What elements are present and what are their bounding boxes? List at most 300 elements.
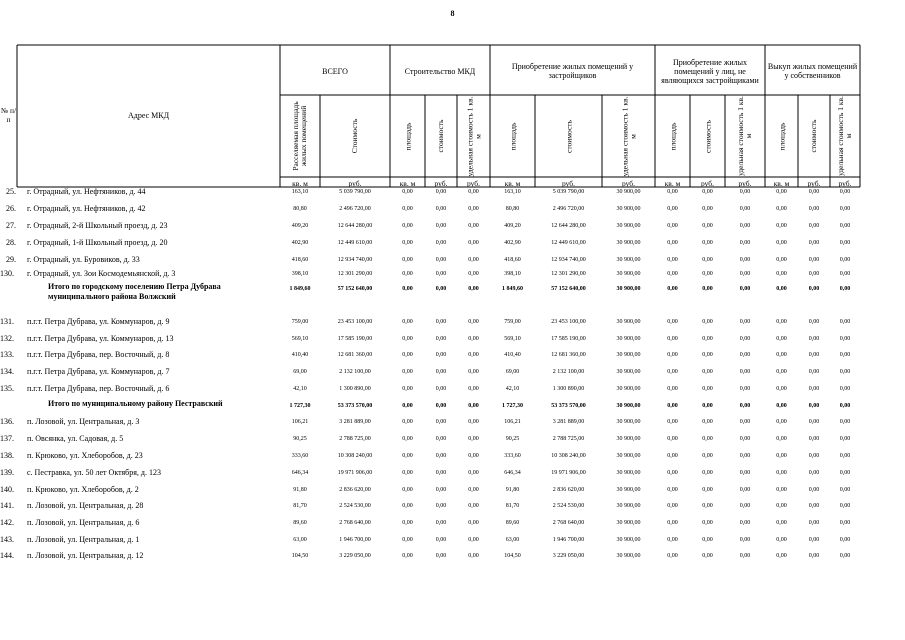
table-cell: 0,00 [468, 336, 479, 342]
table-cell: 0,00 [702, 419, 713, 425]
table-cell: 12 681 360,00 [551, 352, 586, 358]
table-cell: 0,00 [468, 453, 479, 459]
table-cell: 2 788 725,00 [339, 436, 371, 442]
table-cell: 2 836 620,00 [339, 487, 371, 493]
table-cell: 0,00 [667, 537, 678, 543]
table-cell: 0,00 [435, 419, 447, 425]
table-cell: 0,00 [839, 319, 851, 325]
row-address: п.г.т. Петра Дубрава, ул. Коммунаров, д. 9 [27, 317, 170, 326]
table-cell: 0,00 [808, 240, 820, 246]
table-cell: 0,00 [839, 189, 851, 195]
table-cell: 0,00 [808, 436, 820, 442]
row-number: 139. [0, 468, 14, 477]
table-cell: 2 524 530,00 [339, 503, 371, 509]
table-cell: 0,00 [839, 369, 851, 375]
table-cell: 0,00 [435, 240, 447, 246]
table-cell: 0,00 [667, 520, 678, 526]
table-cell: 0,00 [702, 386, 713, 392]
table-cell: 0,00 [667, 206, 678, 212]
table-cell: 333,60 [291, 453, 309, 459]
table-cell: 410,40 [504, 352, 521, 358]
table-cell: 0,00 [702, 336, 713, 342]
table-cell: 0,00 [667, 470, 678, 476]
header-subcolumn: стоимость [436, 119, 445, 153]
header-subcolumn: удельная стоимость 1 кв. м [836, 96, 853, 176]
table-cell: 0,00 [702, 286, 713, 292]
table-cell: 0,00 [667, 189, 678, 195]
row-number: 138. [0, 451, 14, 460]
table-cell: 0,00 [839, 419, 851, 425]
table-cell: 0,00 [468, 189, 479, 195]
table-cell: 0,00 [402, 537, 413, 543]
table-cell: 0,00 [776, 369, 787, 375]
table-cell: 569,10 [504, 336, 521, 342]
table-cell: 30 900,00 [616, 240, 641, 246]
table-cell: 0,00 [702, 520, 713, 526]
table-cell: 0,00 [702, 257, 713, 263]
table-cell: 57 152 640,00 [551, 286, 586, 292]
header-group: Приобретение жилых помещений у застройщиков [511, 62, 634, 80]
table-cell: 89,60 [505, 520, 520, 526]
table-cell: 30 900,00 [616, 453, 641, 459]
table-cell: 0,00 [739, 223, 751, 229]
table-cell: 646,34 [291, 470, 309, 476]
table-cell: 3 281 889,00 [339, 419, 371, 425]
table-cell: 0,00 [435, 453, 447, 459]
table-cell: 2 496 720,00 [339, 206, 371, 212]
table-cell: 19 971 906,00 [337, 470, 373, 476]
table-cell: 12 301 290,00 [337, 271, 373, 277]
table-cell: 0,00 [402, 386, 413, 392]
row-number: 140. [0, 485, 14, 494]
table-cell: 0,00 [808, 453, 820, 459]
header-subcolumn: стоимость [563, 119, 573, 153]
table-cell: 0,00 [739, 240, 751, 246]
table-cell: 80,80 [505, 206, 520, 212]
table-cell: 30 900,00 [616, 189, 641, 195]
header-unit: руб. [622, 179, 635, 188]
table-cell: 1 727,30 [502, 403, 523, 409]
header-group: Строительство МКД [404, 66, 476, 76]
table-cell: 0,00 [435, 436, 447, 442]
table-cell: 3 281 889,00 [552, 419, 585, 425]
table-cell: 10 308 240,00 [551, 453, 586, 459]
table-cell: 12 934 740,00 [551, 257, 586, 263]
row-address: г. Отрадный, ул. Буровиков, д. 33 [27, 255, 140, 264]
table-cell: 0,00 [739, 206, 751, 212]
table-cell: 5 039 790,00 [339, 189, 371, 195]
table-cell: 0,00 [468, 487, 479, 493]
row-address: п.г.т. Петра Дубрава, пер. Восточный, д. 6 [27, 384, 170, 393]
table-cell: 0,00 [667, 403, 678, 409]
table-cell: 1 300 890,00 [339, 386, 371, 392]
table-cell: 0,00 [435, 487, 447, 493]
row-address: п.г.т. Петра Дубрава, ул. Коммунаров, д. 7 [27, 367, 170, 376]
table-cell: 0,00 [435, 537, 447, 543]
header-unit: кв. м [399, 179, 416, 188]
table-cell: 30 900,00 [616, 403, 641, 409]
table-cell: 2 768 640,00 [339, 520, 371, 526]
table-cell: 0,00 [839, 453, 851, 459]
table-cell: 0,00 [468, 520, 479, 526]
table-cell: 409,20 [504, 223, 521, 229]
table-cell: 0,00 [402, 470, 413, 476]
table-cell: 0,00 [776, 419, 787, 425]
table-cell: 0,00 [667, 553, 678, 559]
table-cell: 0,00 [435, 470, 447, 476]
table-cell: 81,70 [293, 503, 307, 509]
table-cell: 0,00 [808, 206, 820, 212]
table-cell: 53 373 570,00 [337, 403, 373, 409]
table-cell: 0,00 [468, 240, 479, 246]
row-number: 28. [6, 238, 16, 247]
table-cell: 0,00 [739, 503, 751, 509]
table-cell: 0,00 [402, 403, 413, 409]
table-cell: 10 308 240,00 [337, 453, 373, 459]
table-cell: 0,00 [702, 189, 713, 195]
header-subcolumn: удельная стоимость 1 кв. м [619, 96, 637, 176]
table-cell: 0,00 [702, 436, 713, 442]
table-cell: 0,00 [402, 553, 413, 559]
table-cell: 23 453 100,00 [337, 319, 373, 325]
table-cell: 0,00 [839, 403, 851, 409]
table-cell: 0,00 [839, 503, 851, 509]
row-number: 25. [6, 187, 16, 196]
table-cell: 0,00 [739, 537, 751, 543]
table-cell: 0,00 [468, 369, 479, 375]
table-cell: 0,00 [667, 369, 678, 375]
table-cell: 0,00 [702, 487, 713, 493]
table-cell: 0,00 [468, 470, 479, 476]
table-cell: 0,00 [402, 319, 413, 325]
table-cell: 0,00 [776, 257, 787, 263]
table-cell: 0,00 [435, 223, 447, 229]
table-cell: 418,60 [504, 257, 521, 263]
table-cell: 0,00 [776, 223, 787, 229]
table-cell: 0,00 [435, 286, 447, 292]
total-label: Итого по муниципальному району Пестравский [48, 399, 223, 408]
table-cell: 0,00 [468, 419, 479, 425]
table-cell: 42,10 [293, 386, 307, 392]
total-label: Итого по городскому поселению Петра Дубрава муниципального района Волжский [48, 282, 221, 301]
table-cell: 1 849,60 [289, 286, 311, 292]
table-cell: 69,00 [505, 369, 520, 375]
table-cell: 89,60 [293, 520, 307, 526]
header-unit: руб. [701, 179, 714, 188]
table-cell: 0,00 [402, 271, 413, 277]
table-cell: 0,00 [808, 223, 820, 229]
table-cell: 12 644 280,00 [337, 223, 373, 229]
table-cell: 30 900,00 [616, 271, 641, 277]
row-number: 131. [0, 317, 14, 326]
table-cell: 0,00 [839, 257, 851, 263]
table-cell: 0,00 [468, 352, 479, 358]
header-subcolumn: площадь [776, 122, 786, 150]
table-cell: 30 900,00 [616, 319, 641, 325]
table-cell: 0,00 [402, 240, 413, 246]
table-cell: 0,00 [468, 319, 479, 325]
table-cell: 402,90 [291, 240, 309, 246]
table-cell: 0,00 [667, 319, 678, 325]
table-cell: 0,00 [667, 286, 678, 292]
table-cell: 0,00 [839, 223, 851, 229]
header-unit: руб. [562, 179, 575, 188]
table-cell: 0,00 [702, 369, 713, 375]
table-cell: 398,10 [504, 271, 521, 277]
table-cell: 0,00 [739, 520, 751, 526]
table-cell: 0,00 [702, 223, 713, 229]
table-cell: 0,00 [776, 206, 787, 212]
table-cell: 0,00 [839, 553, 851, 559]
table-cell: 0,00 [839, 470, 851, 476]
table-cell: 30 900,00 [616, 223, 641, 229]
table-cell: 163,10 [291, 189, 309, 195]
table-cell: 0,00 [702, 240, 713, 246]
table-cell: 759,00 [291, 319, 309, 325]
page-number: 8 [450, 9, 455, 18]
table-cell: 104,50 [504, 553, 521, 559]
table-cell: 0,00 [776, 189, 787, 195]
table-cell: 0,00 [402, 189, 413, 195]
table-cell: 0,00 [776, 436, 787, 442]
table-cell: 0,00 [776, 319, 787, 325]
table-cell: 0,00 [402, 352, 413, 358]
table-cell: 646,34 [504, 470, 521, 476]
table-cell: 12 934 740,00 [337, 257, 373, 263]
table-cell: 0,00 [468, 436, 479, 442]
row-address: п.г.т. Петра Дубрава, пер. Восточный, д. 8 [27, 350, 170, 359]
table-cell: 418,60 [291, 257, 309, 263]
table-cell: 0,00 [739, 419, 751, 425]
table-cell: 63,00 [505, 537, 520, 543]
table-cell: 0,00 [839, 271, 851, 277]
table-cell: 0,00 [702, 503, 713, 509]
table-cell: 0,00 [702, 553, 713, 559]
row-number: 26. [6, 204, 16, 213]
table-cell: 23 453 100,00 [551, 319, 586, 325]
table-cell: 0,00 [839, 352, 851, 358]
table-cell: 0,00 [776, 240, 787, 246]
table-cell: 0,00 [776, 403, 787, 409]
table-cell: 0,00 [435, 257, 447, 263]
table-cell: 0,00 [839, 520, 851, 526]
table-cell: 0,00 [808, 503, 820, 509]
table-cell: 0,00 [739, 403, 751, 409]
table-cell: 0,00 [776, 286, 787, 292]
table-cell: 0,00 [839, 240, 851, 246]
table-cell: 0,00 [402, 487, 413, 493]
table-cell: 0,00 [702, 352, 713, 358]
header-group: Выкуп жилых помещений у собственников [767, 62, 858, 80]
table-cell: 0,00 [702, 470, 713, 476]
table-cell: 0,00 [776, 520, 787, 526]
table-cell: 0,00 [435, 403, 447, 409]
header-unit: кв. м [292, 179, 308, 188]
row-address: п. Крюково, ул. Хлеборобов, д. 23 [27, 451, 143, 460]
table-cell: 0,00 [808, 352, 820, 358]
table-cell: 0,00 [435, 553, 447, 559]
row-number: 142. [0, 518, 14, 527]
table-cell: 0,00 [402, 436, 413, 442]
table-cell: 0,00 [808, 386, 820, 392]
header-group: ВСЕГО [322, 66, 348, 76]
table-cell: 0,00 [667, 223, 678, 229]
table-cell: 0,00 [702, 271, 713, 277]
table-cell: 0,00 [468, 286, 479, 292]
table-cell: 0,00 [808, 286, 820, 292]
table-cell: 0,00 [468, 553, 479, 559]
row-address: г. Отрадный, ул. Нефтяников, д. 44 [27, 187, 146, 196]
table-cell: 0,00 [468, 257, 479, 263]
table-cell: 0,00 [402, 223, 413, 229]
table-cell: 0,00 [402, 453, 413, 459]
table-cell: 0,00 [739, 336, 751, 342]
table-cell: 30 900,00 [616, 553, 641, 559]
table-cell: 0,00 [776, 470, 787, 476]
table-cell: 1 727,30 [289, 403, 311, 409]
table-cell: 30 900,00 [616, 336, 641, 342]
table-cell: 410,40 [291, 352, 309, 358]
table-cell: 5 039 790,00 [552, 189, 585, 195]
table-cell: 569,10 [291, 336, 309, 342]
table-cell: 2 768 640,00 [552, 520, 585, 526]
table-cell: 0,00 [839, 286, 851, 292]
table-cell: 12 301 290,00 [551, 271, 586, 277]
header-unit: руб. [467, 179, 480, 188]
table-cell: 80,80 [293, 206, 307, 212]
table-cell: 0,00 [839, 206, 851, 212]
table-cell: 30 900,00 [616, 537, 641, 543]
table-cell: 0,00 [739, 487, 751, 493]
table-cell: 2 524 530,00 [552, 503, 585, 509]
table-cell: 0,00 [839, 487, 851, 493]
header-subcolumn: Стоимость [350, 118, 359, 154]
table-cell: 0,00 [808, 336, 820, 342]
table-cell: 0,00 [402, 336, 413, 342]
row-address: п. Лозовой, ул. Центральная, д. 12 [27, 551, 144, 560]
header-subcolumn: удельная стоимость 1 кв. м [736, 96, 753, 176]
table-cell: 42,10 [505, 386, 520, 392]
table-cell: 0,00 [468, 503, 479, 509]
table-cell: 0,00 [435, 336, 447, 342]
row-number: 136. [0, 417, 14, 426]
table-cell: 30 900,00 [616, 369, 641, 375]
table-cell: 0,00 [435, 503, 447, 509]
table-cell: 0,00 [667, 336, 678, 342]
header-unit: кв. м [504, 179, 521, 188]
table-cell: 0,00 [435, 520, 447, 526]
table-cell: 0,00 [468, 403, 479, 409]
header-row-number: № п/п [0, 106, 17, 124]
table-cell: 0,00 [739, 453, 751, 459]
table-cell: 0,00 [839, 537, 851, 543]
table-cell: 402,90 [504, 240, 521, 246]
row-number: 29. [6, 255, 16, 264]
table-cell: 0,00 [667, 271, 678, 277]
table-cell: 1 946 700,00 [552, 537, 585, 543]
header-subcolumn: площадь [667, 122, 677, 150]
header-unit: руб. [738, 179, 752, 188]
table-cell: 409,20 [291, 223, 309, 229]
table-cell: 0,00 [402, 206, 413, 212]
table-cell: 91,80 [505, 487, 520, 493]
table-cell: 0,00 [839, 386, 851, 392]
header-subcolumn: стоимость [809, 119, 818, 153]
table-cell: 0,00 [808, 319, 820, 325]
table-cell: 0,00 [776, 553, 787, 559]
table-cell: 0,00 [776, 453, 787, 459]
table-cell: 0,00 [739, 286, 751, 292]
table-cell: 0,00 [739, 369, 751, 375]
table-cell: 0,00 [808, 419, 820, 425]
table-cell: 104,50 [291, 553, 309, 559]
table-cell: 0,00 [667, 453, 678, 459]
table-cell: 0,00 [808, 487, 820, 493]
table-cell: 0,00 [667, 386, 678, 392]
table-cell: 0,00 [667, 487, 678, 493]
row-number: 27. [6, 221, 16, 230]
table-cell: 0,00 [776, 487, 787, 493]
header-group: Приобретение жилых помещений у лиц, не являющихся застройщиками [661, 57, 759, 85]
table-cell: 0,00 [776, 336, 787, 342]
table-cell: 0,00 [808, 520, 820, 526]
header-subcolumn: площадь [402, 122, 412, 150]
table-cell: 30 900,00 [616, 419, 641, 425]
header-subcolumn: площадь [507, 122, 517, 150]
row-address: г. Отрадный, 1-й Школьный проезд, д. 20 [27, 238, 168, 247]
table-cell: 30 900,00 [616, 257, 641, 263]
table-cell: 30 900,00 [616, 286, 641, 292]
header-unit: руб. [348, 179, 362, 188]
table-cell: 106,21 [291, 419, 309, 425]
table-cell: 30 900,00 [616, 520, 641, 526]
row-number: 132. [0, 334, 14, 343]
table-cell: 0,00 [402, 419, 413, 425]
table-cell: 3 229 050,00 [552, 553, 585, 559]
table-cell: 0,00 [739, 189, 751, 195]
table-cell: 2 788 725,00 [552, 436, 585, 442]
row-address: п. Лозовой, ул. Центральная, д. 3 [27, 417, 140, 426]
table-cell: 0,00 [702, 319, 713, 325]
table-cell: 81,70 [505, 503, 520, 509]
table-cell: 12 681 360,00 [337, 352, 373, 358]
table-cell: 0,00 [776, 386, 787, 392]
row-number: 137. [0, 434, 14, 443]
table-cell: 0,00 [839, 436, 851, 442]
table-cell: 0,00 [667, 419, 678, 425]
table-cell: 0,00 [402, 286, 413, 292]
table-cell: 3 229 050,00 [339, 553, 371, 559]
table-cell: 0,00 [435, 271, 447, 277]
table-cell: 0,00 [667, 503, 678, 509]
table-cell: 1 300 890,00 [552, 386, 585, 392]
header-unit: кв. м [773, 179, 790, 188]
table-cell: 0,00 [739, 257, 751, 263]
table-cell: 0,00 [702, 403, 713, 409]
row-address: п. Лозовой, ул. Центральная, д. 6 [27, 518, 140, 527]
table-cell: 0,00 [468, 537, 479, 543]
table-cell: 2 132 100,00 [552, 369, 585, 375]
table-cell: 2 836 620,00 [552, 487, 585, 493]
table-cell: 0,00 [435, 386, 447, 392]
table-cell: 30 900,00 [616, 487, 641, 493]
table-cell: 0,00 [739, 436, 751, 442]
table-cell: 1 849,60 [502, 286, 523, 292]
row-address: п. Лозовой, ул. Центральная, д. 28 [27, 501, 144, 510]
table-cell: 63,00 [293, 537, 307, 543]
table-cell: 0,00 [402, 503, 413, 509]
table-cell: 0,00 [468, 206, 479, 212]
